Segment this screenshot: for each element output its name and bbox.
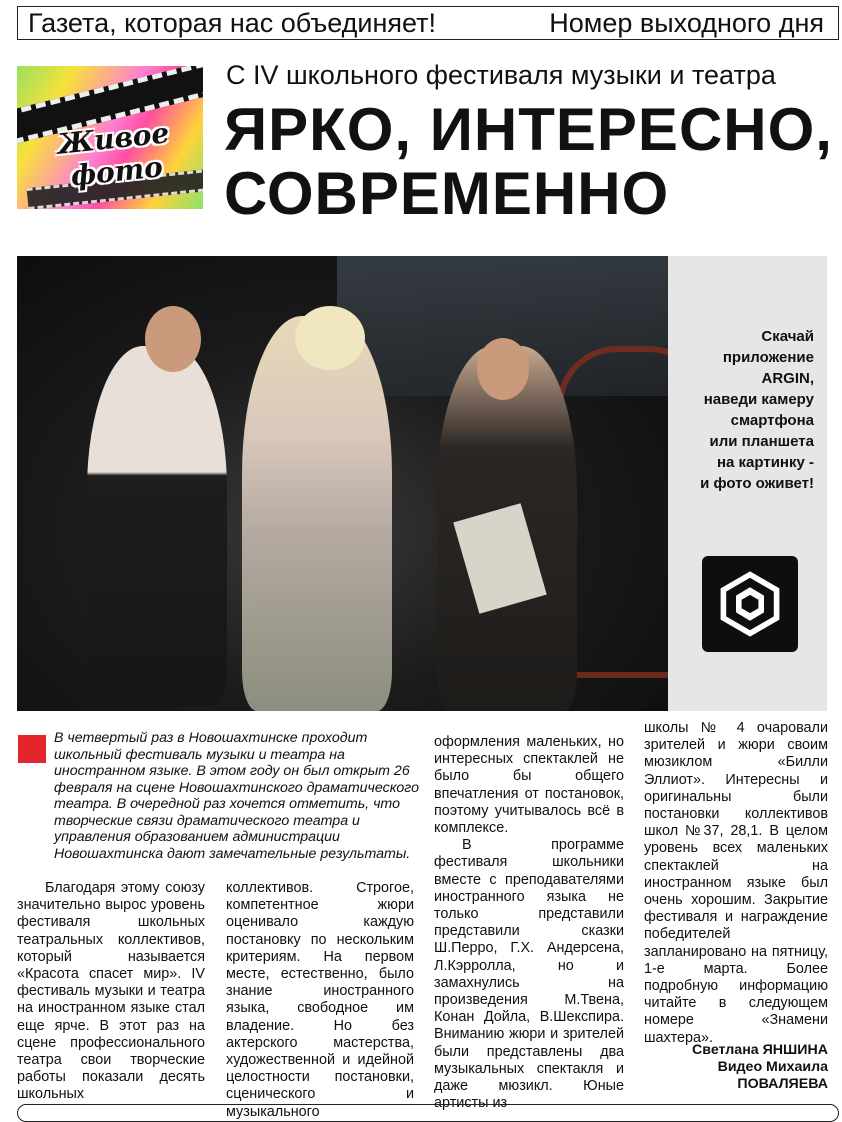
- headline-line: СОВРЕМЕННО: [224, 160, 670, 227]
- promo-line: наведи камеру: [703, 391, 814, 408]
- byline: [692, 1042, 828, 1093]
- actor-figure: [87, 346, 227, 706]
- article-kicker: С IV школьного фестиваля музыки и театра: [226, 60, 776, 90]
- masthead-slogan: Газета, которая нас объединяет!: [28, 7, 437, 38]
- article-column-1: [17, 880, 205, 1104]
- actor-head: [145, 306, 201, 372]
- paragraph: В программе фестиваля школьники вместе с преподавателями иностранного языка не только представили представили сказки Ш.Перро, Г.Х. Андерсена, Л.Кэрролла, но и замахнулись на произведения М.Твена, Конан Дойла, В.Шекспира. Вниманию жюри и зрителей были представлены два музыкальных спектакля и даже мюзикл. Юные артисты из: [434, 837, 624, 1112]
- stage-photo: [17, 256, 668, 711]
- headline-line: ЯРКО, ИНТЕРЕСНО,: [224, 96, 833, 163]
- video-author: ПОВАЛЯЕВА: [737, 1076, 828, 1092]
- bottom-frame: [17, 1104, 839, 1122]
- video-credit: Видео Михаила: [717, 1059, 828, 1075]
- actor-head: [477, 338, 529, 400]
- article-column-2: [226, 880, 414, 1121]
- promo-line: ARGIN,: [761, 370, 814, 387]
- argin-app-icon: [702, 556, 798, 652]
- paragraph: школы № 4 очаровали зрителей и жюри своим мюзиклом «Билли Эллиот». Интересны и оригинальны были постановки коллективов школ №37, 28,1. В целом уровень всех маленьких спектаклей на иностранном языке был очень хорошим. Закрытие фестиваля и награждение победителей запланировано на пятницу, 1-е марта. Более подробную информацию читайте в следующем номере «Знамени шахтера».: [644, 720, 828, 1046]
- actor-head: [295, 306, 365, 370]
- paragraph: коллективов. Строгое, компетентное жюри оценивало каждую постановку по нескольким критериям. На первом месте, естественно, было знание иностранного языка, свободное им владение. Но без актерского мастерства, художественной и идейной целостности постановки, сценического и музыкального: [226, 880, 414, 1120]
- promo-line: смартфона: [730, 412, 814, 429]
- promo-line: приложение: [722, 349, 814, 366]
- article-headline: [224, 98, 834, 226]
- promo-line: или планшета: [709, 433, 814, 450]
- author-name: Светлана ЯНШИНА: [692, 1042, 828, 1058]
- promo-line: на картинку -: [716, 454, 814, 471]
- article-lead: В четвертый раз в Новошахтинске проходит школьный фестиваль музыки и театра на иностранном языке. В этом году он был открыт 26 февраля на сцене Новошахтинского драматического театра. В очередной раз хочется отметить, что творческие связи драматического театра и управления образованием администрации Новошахтинска дают замечательные результаты.: [54, 730, 420, 862]
- actor-figure: [242, 316, 392, 711]
- article-column-3: [434, 734, 624, 1112]
- ar-promo-panel: [668, 256, 827, 711]
- live-photo-logo: [17, 66, 203, 209]
- ar-promo-text: [668, 326, 814, 494]
- article-column-4: [644, 720, 828, 1047]
- masthead-bar: [17, 6, 839, 40]
- logo-label: Живое фото: [55, 116, 171, 193]
- lead-marker: [18, 735, 46, 763]
- promo-line: Скачай: [761, 328, 814, 345]
- paragraph: оформления маленьких, но интересных спектаклей не было бы общего впечатления от постановок, поэтому учитывалось всё в комплексе.: [434, 734, 624, 837]
- paragraph: Благодаря этому союзу значительно вырос уровень фестиваля школьных театральных коллективов, который называется «Красота спасет мир». IV фестиваль музыки и театра на иностранном языке стал еще ярче. В этот раз на сцене профессионального театра свои творческие работы показали десять школьных: [17, 880, 205, 1103]
- promo-line: и фото оживет!: [700, 475, 814, 492]
- issue-label: Номер выходного дня: [549, 7, 824, 38]
